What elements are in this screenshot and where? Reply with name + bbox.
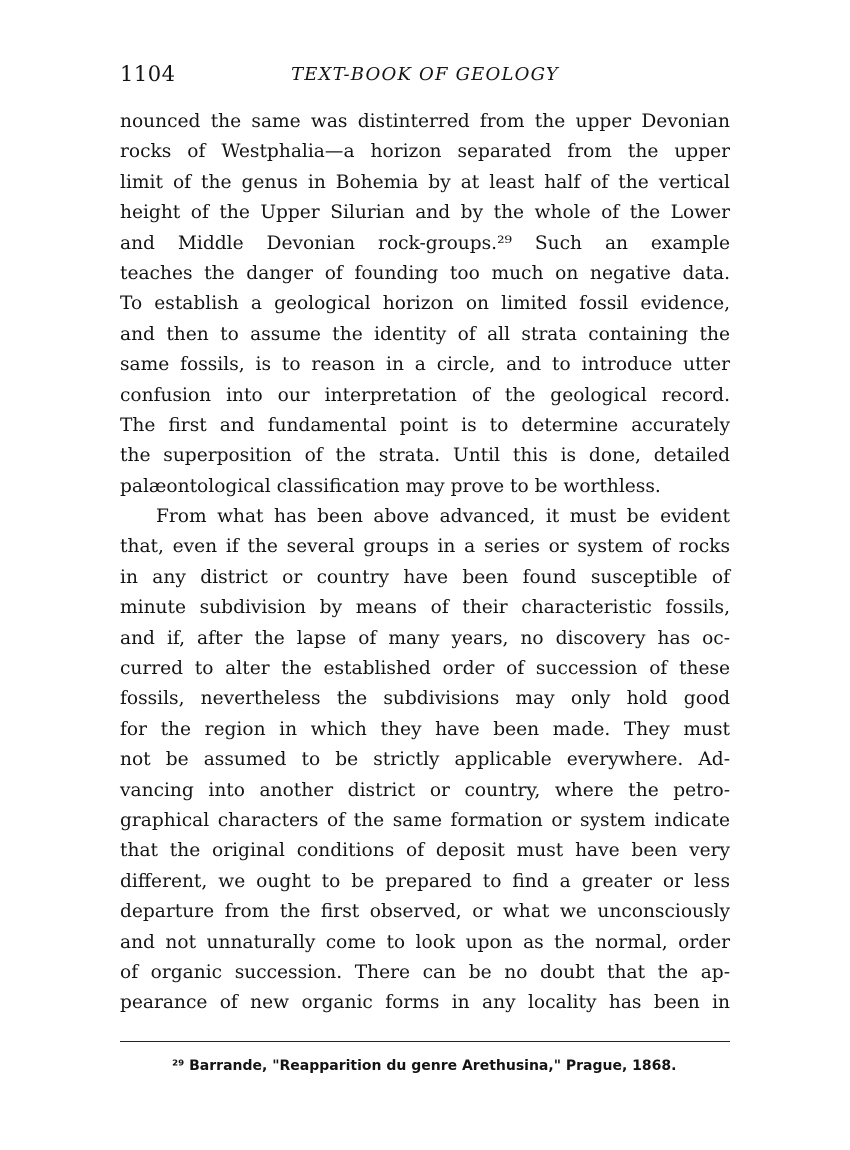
text-line: To establish a geological horizon on limited fossil evidence, xyxy=(120,293,730,315)
text-line: and Middle Devonian rock-groups.²⁹ Such an example xyxy=(120,232,730,254)
text-line: for the region in which they have been made. They must xyxy=(120,718,730,740)
footnote-divider xyxy=(120,1041,730,1042)
paragraph-1 xyxy=(120,107,730,502)
text-line: confusion into our interpretation of the geological record. xyxy=(120,384,730,406)
footnote: ²⁹ Barrande, "Reapparition du genre Arethusina," Prague, 1868. xyxy=(172,1058,677,1074)
text-line: and then to assume the identity of all strata containing the xyxy=(120,323,730,345)
text-line: that the original conditions of deposit must have been very xyxy=(120,840,730,862)
text-line: fossils, nevertheless the subdivisions may only hold good xyxy=(120,688,730,710)
text-line: and not unnaturally come to look upon as the normal, order xyxy=(120,931,730,953)
text-line: in any district or country have been found susceptible of xyxy=(120,566,730,588)
text-line: vancing into another district or country, where the petro- xyxy=(120,779,730,801)
body-text xyxy=(120,107,730,1019)
text-line: same fossils, is to reason in a circle, and to introduce utter xyxy=(120,354,730,376)
text-line: graphical characters of the same formation or system indicate xyxy=(120,809,730,831)
page-number: 1104 xyxy=(120,62,176,86)
text-line: of organic succession. There can be no doubt that the ap- xyxy=(120,961,730,983)
text-line: curred to alter the established order of succession of these xyxy=(120,658,730,680)
text-line: not be assumed to be strictly applicable everywhere. Ad- xyxy=(120,749,730,771)
text-line: minute subdivision by means of their characteristic fossils, xyxy=(120,597,730,619)
paragraph-2 xyxy=(120,502,730,1019)
text-line: the superposition of the strata. Until this is done, detailed xyxy=(120,445,730,467)
text-line: departure from the first observed, or what we unconsciously xyxy=(120,901,730,923)
text-line: teaches the danger of founding too much on negative data. xyxy=(120,262,730,284)
text-line: nounced the same was distinterred from the upper Devonian xyxy=(120,111,730,132)
text-line: limit of the genus in Bohemia by at least half of the vertical xyxy=(120,171,730,193)
text-line: that, even if the several groups in a series or system of rocks xyxy=(120,536,730,558)
text-line: different, we ought to be prepared to find a greater or less xyxy=(120,870,730,892)
running-head: TEXT-BOOK OF GEOLOGY xyxy=(291,64,559,85)
text-line: and if, after the lapse of many years, no discovery has oc- xyxy=(120,627,730,649)
text-line: The first and fundamental point is to determine accurately xyxy=(120,414,730,436)
text-line: palæontological classification may prove to be worthless. xyxy=(120,475,661,497)
text-line: pearance of new organic forms in any locality has been in xyxy=(120,992,730,1014)
page-header xyxy=(118,58,732,88)
text-line: From what has been above advanced, it must be evident xyxy=(156,506,730,528)
text-line: rocks of Westphalia—a horizon separated from the upper xyxy=(120,141,730,163)
text-line: height of the Upper Silurian and by the whole of the Lower xyxy=(120,202,730,224)
